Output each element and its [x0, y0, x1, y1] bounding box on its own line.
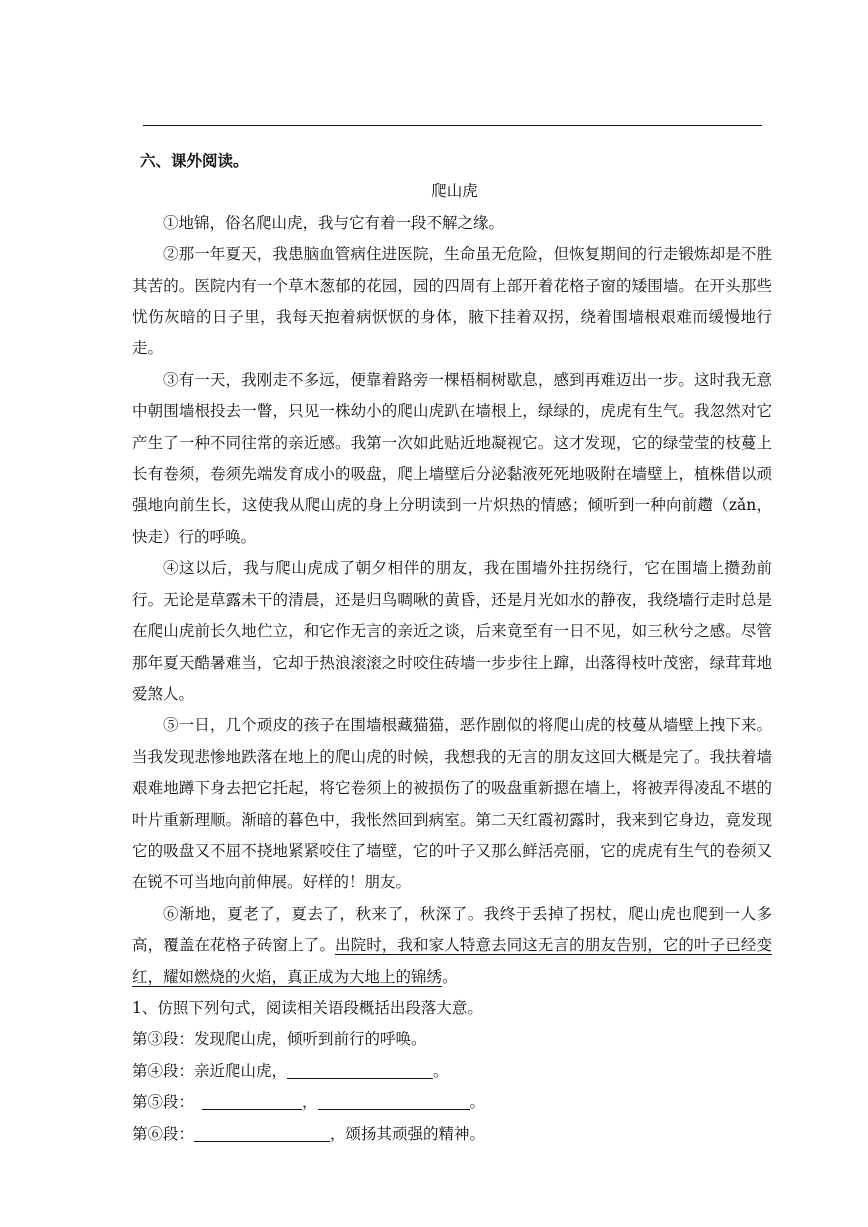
question-4-label: 第④段：亲近爬山虎，	[132, 1061, 288, 1080]
question-4-end: 。	[433, 1061, 449, 1080]
underlined-sentence: 出院时，我和家人特意去同这无言的朋友告别，它的叶子已经变红，耀如燃烧的火焰，真正成为大地上的锦绣	[132, 936, 772, 986]
paragraph-6	[132, 899, 772, 993]
content-area	[132, 145, 772, 1150]
article-title: 爬山虎	[431, 182, 478, 201]
question-6-end: ，颂扬其顽强的精神。	[330, 1124, 486, 1143]
question-item-4	[132, 1056, 772, 1087]
question-5-end: 。	[469, 1093, 486, 1112]
question-5-sep: ，	[302, 1093, 318, 1112]
paragraph-6-end: 。	[442, 967, 458, 986]
paragraph-4: ④这以后，我与爬山虎成了朝夕相伴的朋友，我在围墙外拄拐绕行，它在围墙上攒劲前行。无论是草露未干的清晨，还是归鸟啁啾的黄昏，还是月光如水的静夜，我绕墙行走时总是在爬山虎前长久地伫立，和它作无言的亲近之谈，后来竟至有一日不见，如三秋兮之感。尽管那年夏天酷暑难当，它却于热浪滚滚之时咬住砖墙一步步往上蹿，出落得枝叶茂密，绿茸茸地爱煞人。	[132, 559, 772, 703]
question-prompt: 1、仿照下列句式，阅读相关语段概括出段落大意。	[132, 998, 483, 1017]
question-item-6	[132, 1119, 772, 1150]
answer-blank-5a[interactable]	[202, 1091, 302, 1110]
answer-blank-6[interactable]	[194, 1123, 330, 1142]
answer-line-rule	[143, 125, 762, 126]
paragraph-3: ③有一天，我刚走不多远，便靠着路旁一棵梧桐树歇息，感到再难迈出一步。这时我无意中朝围墙根投去一瞥，只见一株幼小的爬山虎趴在墙根上，绿绿的，虎虎有生气。我忽然对它产生了一种不同往常的亲近感。我第一次如此贴近地凝视它。这才发现，它的绿莹莹的枝蔓上长有卷须，卷须先端发育成小的吸盘，爬上墙壁后分泌黏液死死地吸附在墙壁上，植株借以顽强地向前生长，这使我从爬山虎的身上分明读到一片炽热的情感；倾听到一种向前趱（zǎn，快走）行的呼唤。	[132, 370, 772, 546]
question-example: 第③段：发现爬山虎，倾听到前行的呼唤。	[132, 1030, 427, 1049]
answer-blank-4[interactable]	[287, 1060, 433, 1079]
paragraph-5: ⑤一日，几个顽皮的孩子在围墙根藏猫猫，恶作剧似的将爬山虎的枝蔓从墙壁上拽下来。当我发现悲惨地跌落在地上的爬山虎的时候，我想我的无言的朋友这回大概是完了。我扶着墙艰难地蹲下身去把它托起，将它卷须上的被损伤了的吸盘重新摁在墙上，将被弄得凌乱不堪的叶片重新理顺。渐暗的暮色中，我怅然回到病室。第二天红霞初露时，我来到它身边，竟发现它的吸盘又不屈不挠地紧紧咬住了墙壁，它的叶子又那么鲜活亮丽，它的虎虎有生气的卷须又在锐不可当地向前伸展。好样的！朋友。	[132, 716, 772, 892]
question-item-5	[132, 1087, 772, 1118]
paragraph-1: ①地锦，俗名爬山虎，我与它有着一段不解之缘。	[163, 213, 505, 232]
section-heading: 六、课外阅读。	[140, 151, 249, 170]
question-5-label: 第⑤段：	[132, 1093, 195, 1112]
question-6-label: 第⑥段：	[132, 1124, 195, 1143]
paragraph-6-start: ⑥渐地，夏老了，夏去了，秋来了，秋深了。我终于丢掉了拐杖，爬山虎也爬到一人多高，覆盖在花格子砖窗上了。	[132, 904, 772, 955]
paragraph-2: ②那一年夏天，我患脑血管病住进医院，生命虽无危险，但恢复期间的行走锻炼却是不胜其苦的。医院内有一个草木葱郁的花园，园的四周有上部开着花格子窗的矮围墙。在开头那些忧伤灰暗的日子里，我每天抱着病恹恹的身体，腋下挂着双拐，绕着围墙根艰难而缓慢地行走。	[132, 245, 772, 358]
answer-blank-5b[interactable]	[318, 1091, 470, 1110]
